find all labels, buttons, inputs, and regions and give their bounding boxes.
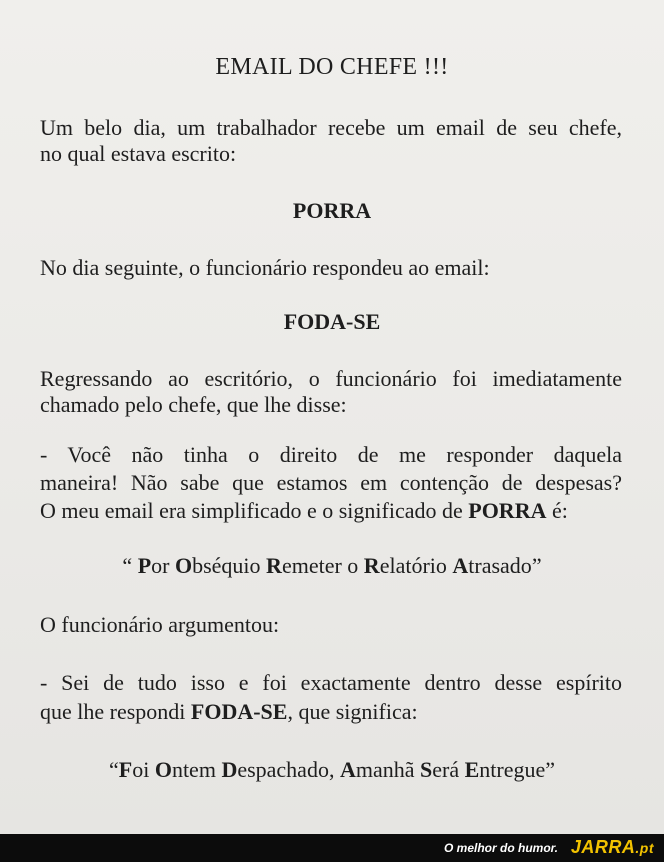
employee-speech-bold-fodase: FODA-SE — [190, 699, 288, 724]
fodase-word-5: Será — [420, 757, 465, 782]
paragraph-return-line1: Regressando ao escritório, o funcionário foi imediatamente — [40, 366, 622, 391]
jarra-logo-text: JARRA — [570, 837, 636, 857]
paragraph-next-day: No dia seguinte, o funcionário respondeu ao email: — [40, 255, 490, 280]
paragraph-intro-line2: no qual estava escrito: — [40, 141, 237, 166]
boss-speech-line2: maneira! Não sabe que estamos em contenção de despesas? — [40, 470, 622, 495]
boss-speech-end: é: — [546, 498, 568, 523]
boss-speech-line3 — [40, 497, 568, 524]
porra-word-2: Obséquio — [174, 553, 267, 578]
fodase-acronym-quote — [0, 756, 664, 783]
porra-word-1: Por — [137, 553, 175, 578]
quote-close: ” — [545, 757, 556, 782]
quote-close: ” — [531, 553, 542, 578]
porra-word-4: Relatório — [363, 553, 453, 578]
boss-speech-text: O meu email era simplificado e o significado de — [40, 498, 469, 523]
quote-open: “ — [108, 757, 119, 782]
employee-speech-text: que lhe respondi — [40, 699, 191, 724]
reply-word-fodase: FODA-SE — [283, 309, 381, 334]
site-footer-bar — [0, 834, 664, 862]
fodase-word-1: Foi — [118, 757, 155, 782]
fodase-word-4: Amanhã — [339, 757, 420, 782]
porra-acronym-quote — [0, 552, 664, 579]
porra-word-5: Atrasado — [452, 553, 532, 578]
jarra-logo-suffix: .pt — [635, 840, 654, 856]
quote-open: “ — [122, 553, 138, 578]
email-word-porra: PORRA — [292, 198, 372, 223]
footer-tagline: O melhor do humor. — [443, 841, 558, 855]
document-title: EMAIL DO CHEFE !!! — [215, 54, 449, 80]
paragraph-intro-line1: Um belo dia, um trabalhador recebe um email de seu chefe, — [40, 115, 622, 140]
employee-speech-end: , que significa: — [287, 699, 418, 724]
fodase-word-2: Ontem — [154, 757, 222, 782]
porra-word-3: Remeter o — [266, 553, 364, 578]
paragraph-return-line2: chamado pelo chefe, que lhe disse: — [40, 392, 347, 417]
employee-speech-line2 — [40, 698, 418, 725]
paragraph-employee-argued: O funcionário argumentou: — [40, 612, 280, 637]
fodase-word-3: Despachado, — [221, 757, 340, 782]
employee-speech-line1: - Sei de tudo isso e foi exactamente dentro desse espírito — [40, 670, 622, 695]
boss-speech-bold-porra: PORRA — [468, 498, 547, 523]
jarra-logo-link[interactable] — [571, 837, 654, 858]
boss-speech-line1: - Você não tinha o direito de me responder daquela — [40, 442, 622, 467]
fodase-word-6: Entregue — [464, 757, 546, 782]
